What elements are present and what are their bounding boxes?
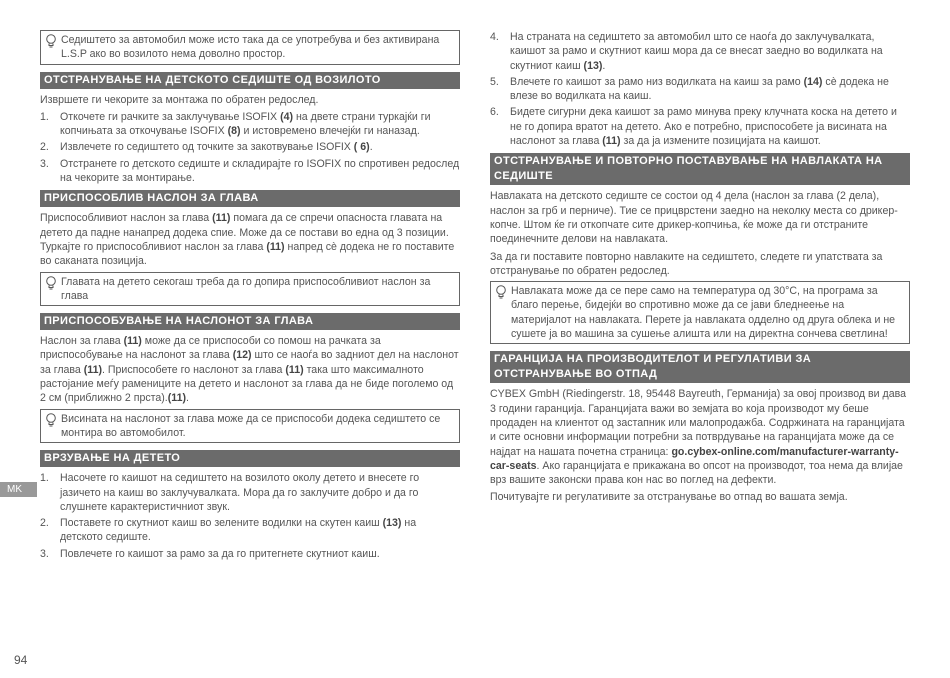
paragraph: Почитувајте ги регулативите за отстранување во отпад во вашата земја. [490,491,848,504]
section-heading-warranty: ГАРАНЦИЈА НА ПРОИЗВОДИТЕЛОТ И РЕГУЛАТИВИ ЗА ОТСТРАНУВАЊЕ ВО ОТПАД [490,351,910,383]
buckle-steps-list [40,471,460,561]
list-item: 3. Отстранете го детското седиште и складирајте го ISOFIX по спротивен редослед на чекорите за монтирање. [40,157,460,185]
list-item: 2. Извлечете го седиштето од точките за закотвување ISOFIX ( 6). [40,141,373,154]
paragraph: Наслон за глава (11) може да се приспособи со помош на рачката за приспособување на наслонот за глава (12) што се наоѓа во задниот дел на наслонот за глава (11). Приспособете го наслонот за глава (11) така што максималното растојание меѓу рамениците на детето и наслонот за глава да не биде поголемо од 2 см (приближно 2 прста).(11). [40,335,459,405]
list-item: 6. Бидете сигурни дека каишот за рамо минува преку клучната коска на детето и не го допира вратот на детето. Ако е потребно, приспособете ја висината на наслонот за глава (11) за да ја измените позицијата на каишот. [490,106,897,148]
note-box [490,281,910,344]
lightbulb-icon [495,285,507,299]
list-item: 4. На страната на седиштето за автомобил што се наоѓа до заклучувалката, каишот за рамо и скутниот каиш мора да се внесат заедно во водилката на скутниот каиш (13). [490,31,883,72]
note-box [40,272,460,307]
section-heading-headrest: ПРИСПОСОБЛИВ НАСЛОН ЗА ГЛАВА [40,190,460,207]
list-item: 1. Насочете го каишот на седиштето на возилото околу детето и внесете го јазичето на каиш во заклучувалката. Мора да го заклучите добро и да го слушнете карактеристичниот звук. [40,472,420,513]
note-box [40,30,460,65]
paragraph: Извршете ги чекорите за монтажа по обратен редослед. [40,93,319,106]
lightbulb-icon [45,34,57,48]
right-column [490,30,910,508]
lightbulb-icon [45,276,57,290]
paragraph: CYBEX GmbH (Riedingerstr. 18, 95448 Bayreuth, Германија) за овој производ ви дава 3 години гаранција. Гаранцијата важи во земјата во која производот му беше продаден на клиентот од застапник или малопродажба. Содржината на гаранцијата и сите основни информации потребни за потврдување на гаранцијата може да се најдат на нашата почетна страница: go.cybex-online.com/manufacturer-warranty-car-seats. Ако гаранцијата е прикажана во опсот на производот, тоа нема да влијае врз вашите законски права кон нас во поглед на дефекти. [490,388,907,487]
page-number: 94 [14,653,28,667]
section-heading-buckle: ВРЗУВАЊЕ НА ДЕТЕТО [40,450,460,467]
buckle-steps-continued [490,30,910,148]
language-tab: MK [0,482,37,497]
list-item: 1. Откочете ги рачките за заклучување ISOFIX (4) на двете страни туркајќи ги копчињата за откочување ISOFIX (8) и истовремено влечејќи ги наназад. [40,110,431,138]
remove-steps-list [40,110,460,185]
lightbulb-icon [45,413,57,427]
paragraph: За да ги поставите повторно навлаките на седиштето, следете ги упатствата за отстранување по обратен редослед. [490,250,883,277]
left-column [40,30,460,565]
warranty-link[interactable]: go.cybex-online.com/manufacturer-warranty-car-seats [490,445,899,472]
note-text: Висината на наслонот за глава може да се приспособи додека седиштето се монтира во автомобилот. [61,412,441,439]
list-item: 3. Повлечете го каишот за рамо за да го притегнете скутниот каиш. [40,547,380,560]
paragraph: Навлаката на детското седиште се состои од 4 дела (наслон за глава (2 дела), наслон за грб и перниче). Тие се прицврстени заедно на неколку места со дрикер-копче. Штом ќе ги откопчате сите дрикер-копчиња, ќе може да ги отстраните поединечните делови на навлаката. [490,190,898,246]
section-heading-cover: ОТСТРАНУВАЊЕ И ПОВТОРНО ПОСТАВУВАЊЕ НА НАВЛАКАТА НА СЕДИШТЕ [490,153,910,185]
note-text: Седиштето за автомобил може исто така да се употребува и без активирана L.S.P ако во возилото нема доволно простор. [61,34,440,61]
section-heading-headrest-adjust: ПРИСПОСОБУВАЊЕ НА НАСЛОНОТ ЗА ГЛАВА [40,313,460,330]
note-box [40,409,460,444]
note-text: Главата на детето секогаш треба да го допира приспособливиот наслон за глава [61,275,431,302]
list-item: 2. Поставете го скутниот каиш во зелените водилки на скутен каиш (13) на детското седиште. [40,517,417,544]
paragraph: Приспособливиот наслон за глава (11) помага да се спречи опасноста главата на детето да падне нанапред додека спие. Може да се постави во една од 3 позиции. Туркајте го приспособливиот наслон за глава (11) напред сè додека не го поставите во саканата позиција. [40,212,455,268]
list-item: 5. Влечете го каишот за рамо низ водилката на каиш за рамо (14) сè додека не влезе во водилката на каиш. [490,75,889,103]
note-text: Навлаката може да се пере само на температура од 30°C, на програма за благо перење, бидејќи во спротивно може да се јави бледнеење на материјалот на навлаката. Перете ја навлаката одделно од друга облека и не сушете ја во машина за сушење алишта или на директна сончева светлина! [511,285,896,341]
section-heading-remove-seat: ОТСТРАНУВАЊЕ НА ДЕТСКОТО СЕДИШТЕ ОД ВОЗИЛОТО [40,72,460,89]
